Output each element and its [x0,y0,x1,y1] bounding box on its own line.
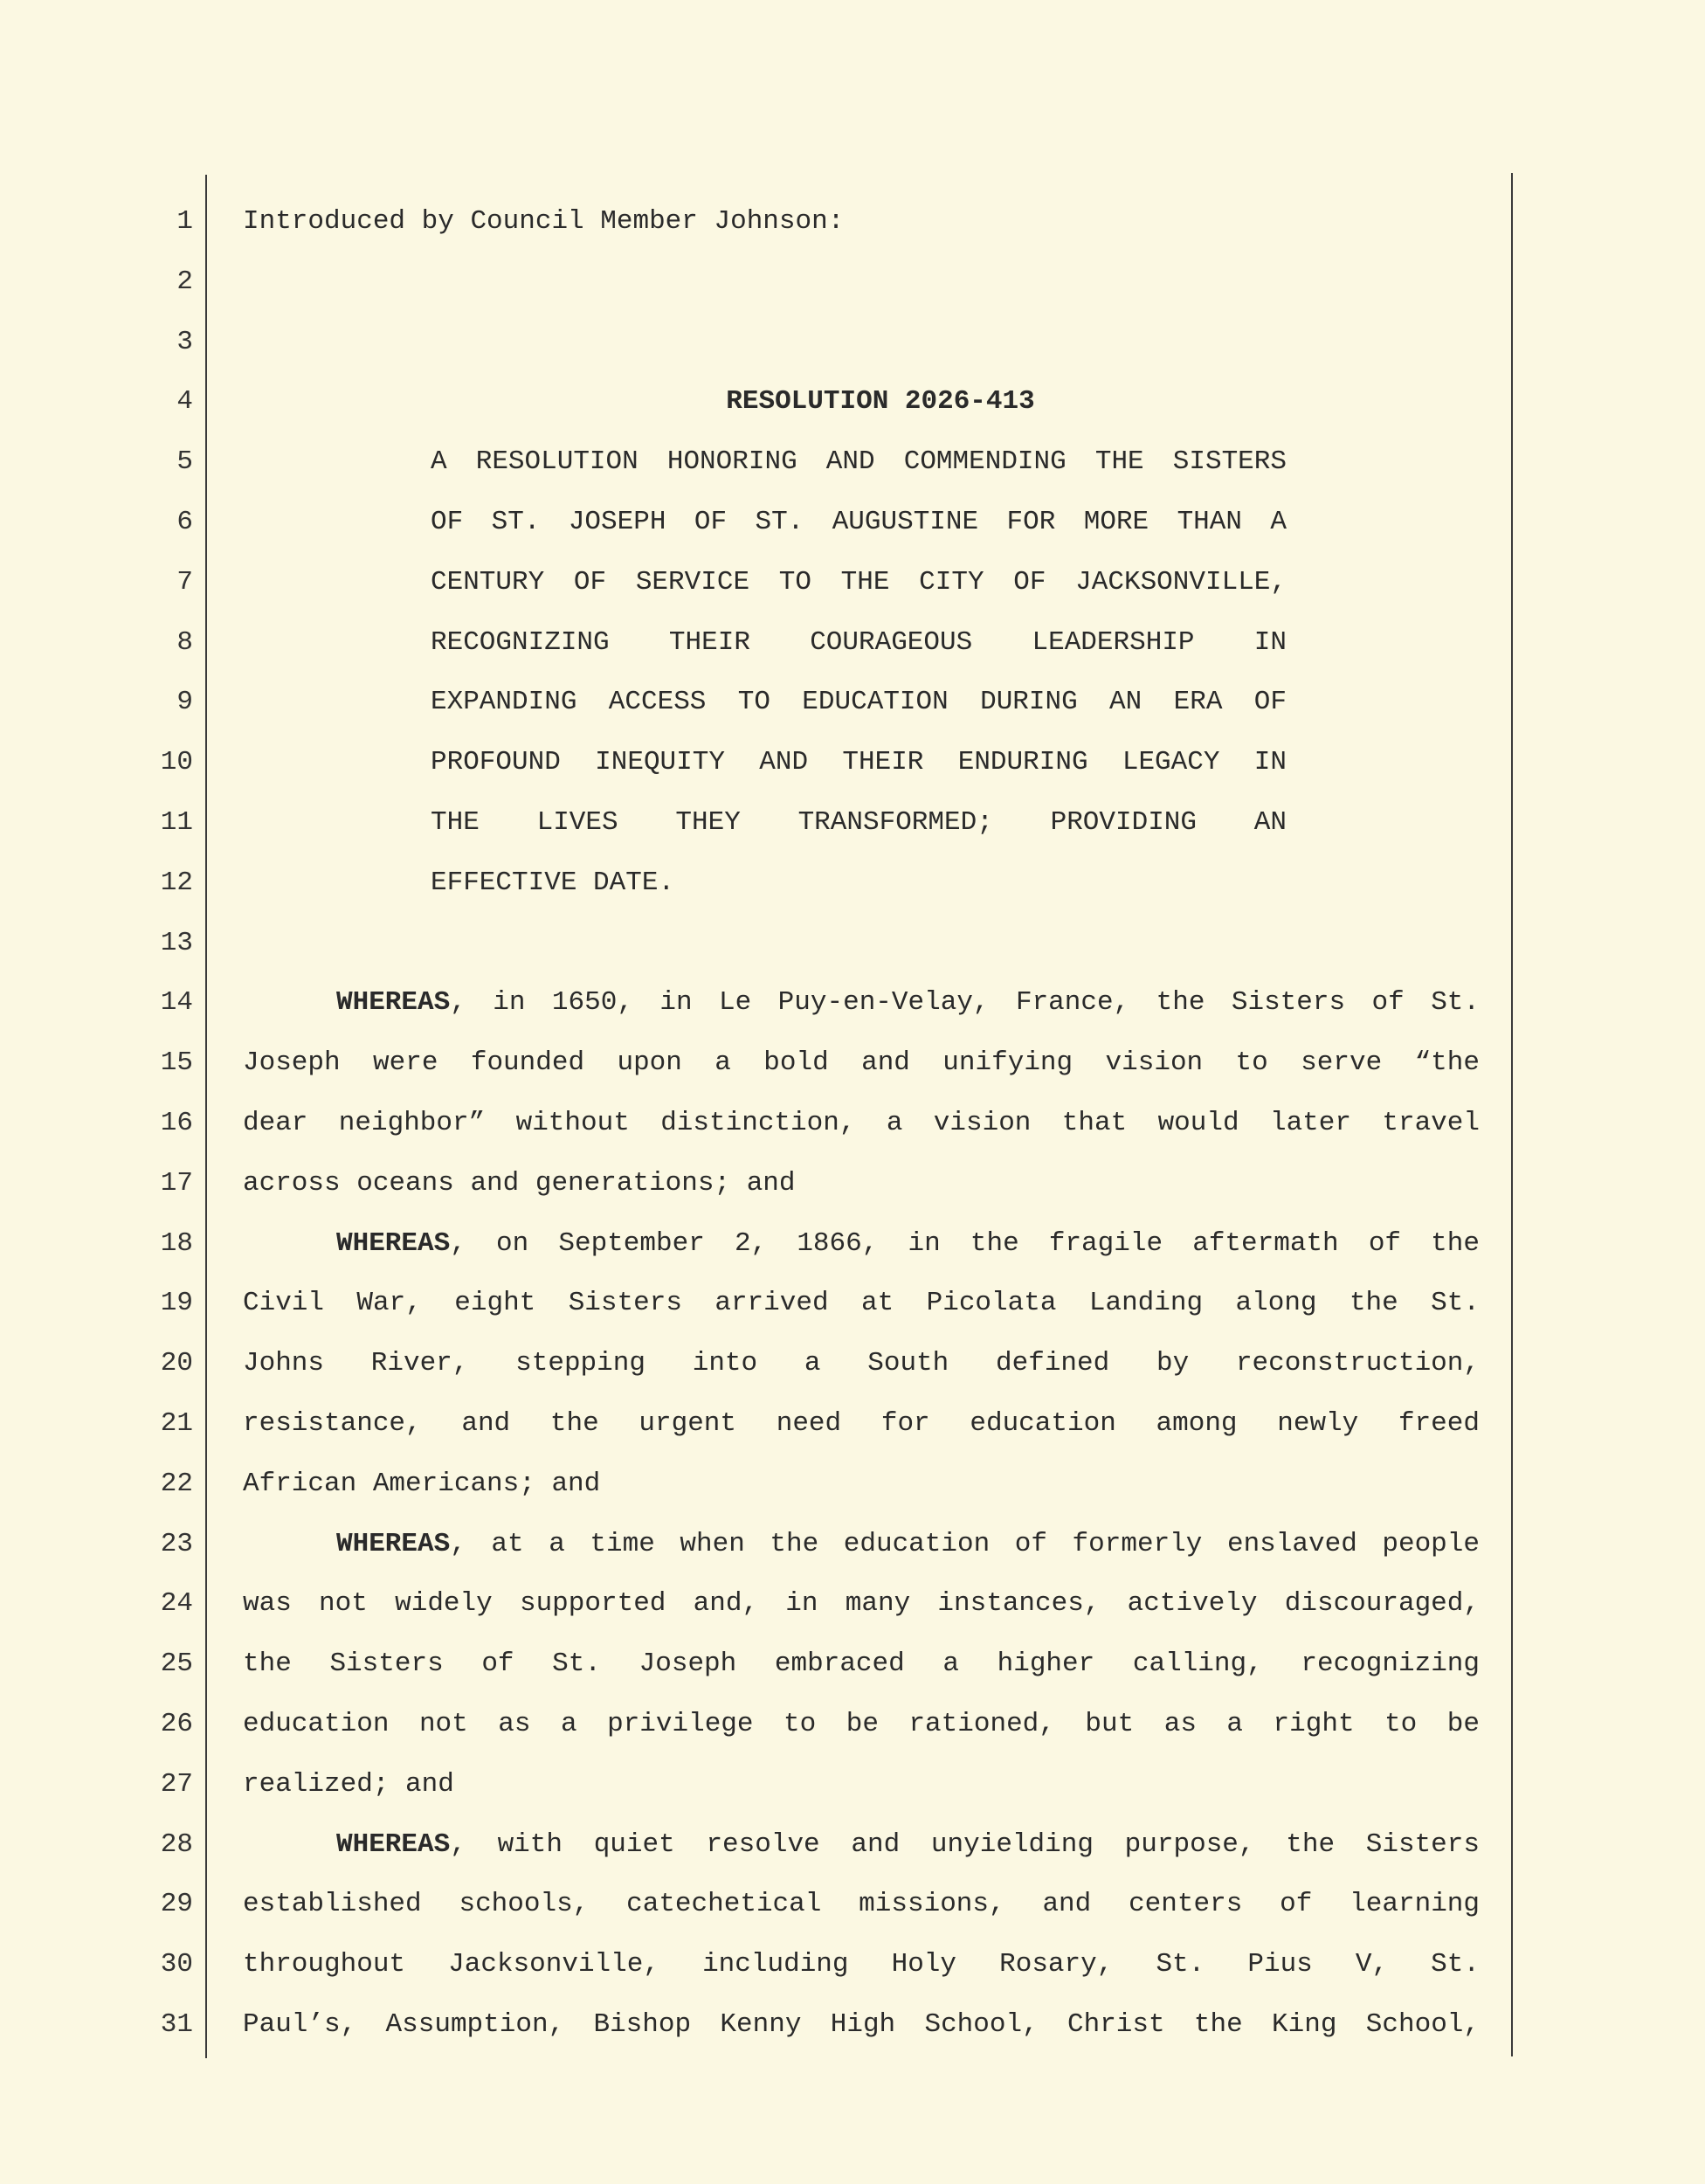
left-margin-rule [205,175,207,2058]
whereas-keyword: WHEREAS [336,1528,451,1559]
line-number: 17 [160,1167,193,1199]
blank-line [243,263,1483,323]
summary-line: OF ST. JOSEPH OF ST. AUGUSTINE FOR MORE THAN A [431,506,1287,537]
line-number: 21 [160,1407,193,1439]
summary-line: THE LIVES THEY TRANSFORMED; PROVIDING AN [431,806,1287,838]
line-number: 20 [160,1348,193,1379]
line-number: 15 [160,1047,193,1079]
resolution-title: RESOLUTION 2026-413 [726,386,1035,418]
paragraph-text: , in 1650, in Le Puy-en-Velay, France, the Sisters of St. [450,987,1480,1019]
line-number: 6 [176,506,193,537]
line-number: 7 [176,566,193,598]
blank-line [243,924,1483,985]
paragraph-line: throughout Jacksonville, including Holy Rosary, St. Pius V, St. [243,1949,1480,1980]
line-number: 30 [160,1949,193,1980]
whereas-paragraph [243,1225,1483,1525]
line-number: 27 [160,1768,193,1800]
line-number: 13 [160,927,193,958]
line-number: 3 [176,326,193,357]
paragraph-line: dear neighbor” without distinction, a vision that would later travel [243,1107,1480,1138]
paragraph-text: , with quiet resolve and unyielding purpose, the Sisters [450,1828,1480,1860]
line-number: 1 [176,206,193,237]
paragraph-line: across oceans and generations; and [243,1167,796,1199]
paragraph-line: established schools, catechetical missions, and centers of learning [243,1889,1480,1920]
line-number: 12 [160,867,193,898]
paragraph-line: Joseph were founded upon a bold and unifying vision to serve “the [243,1047,1480,1079]
whereas-paragraph [243,1826,1483,2066]
line-number: 8 [176,626,193,658]
blank-line [243,323,1483,384]
line-number: 2 [176,266,193,297]
summary-line: A RESOLUTION HONORING AND COMMENDING THE SISTERS [431,446,1287,478]
summary-line: RECOGNIZING THEIR COURAGEOUS LEADERSHIP IN [431,626,1287,658]
line-number: 24 [160,1588,193,1620]
paragraph-line: Johns River, stepping into a South defined by reconstruction, [243,1348,1480,1379]
paragraph-line: resistance, and the urgent need for education among newly freed [243,1407,1480,1439]
paragraph-line: African Americans; and [243,1468,601,1499]
introduced-by-line: Introduced by Council Member Johnson: [243,206,845,237]
line-number: 10 [160,747,193,778]
paragraph-text: , on September 2, 1866, in the fragile aftermath of the [450,1227,1480,1259]
paragraph-text: , at a time when the education of formerly enslaved people [450,1528,1480,1559]
line-number: 31 [160,2008,193,2040]
paragraph-line: Civil War, eight Sisters arrived at Picolata Landing along the St. [243,1288,1480,1319]
paragraph-line: education not as a privilege to be rationed, but as a right to be [243,1708,1480,1739]
line-number: 23 [160,1528,193,1559]
line-number: 9 [176,687,193,718]
line-number: 14 [160,987,193,1019]
line-number: 5 [176,446,193,478]
right-margin-rule [1511,173,1513,2056]
summary-line: PROFOUND INEQUITY AND THEIR ENDURING LEGACY IN [431,747,1287,778]
line-number: 28 [160,1828,193,1860]
paragraph-line: the Sisters of St. Joseph embraced a higher calling, recognizing [243,1648,1480,1680]
summary-line: CENTURY OF SERVICE TO THE CITY OF JACKSONVILLE, [431,566,1287,598]
line-number: 18 [160,1227,193,1259]
line-number: 25 [160,1648,193,1680]
line-number: 16 [160,1107,193,1138]
line-number: 29 [160,1889,193,1920]
resolution-summary [243,443,1291,923]
whereas-keyword: WHEREAS [336,1227,451,1259]
summary-line: EFFECTIVE DATE. [431,867,675,898]
document-body [243,203,1483,2066]
line-number-column [144,203,193,2066]
paragraph-line: realized; and [243,1768,454,1800]
line-number: 26 [160,1708,193,1739]
whereas-keyword: WHEREAS [336,987,451,1019]
whereas-paragraph [243,1525,1483,1826]
summary-line: EXPANDING ACCESS TO EDUCATION DURING AN ERA OF [431,687,1287,718]
paragraph-line: Paul’s, Assumption, Bishop Kenny High School, Christ the King School, [243,2008,1480,2040]
line-number: 11 [160,806,193,838]
line-number: 19 [160,1288,193,1319]
whereas-paragraph [243,984,1483,1224]
whereas-keyword: WHEREAS [336,1828,451,1860]
line-number: 22 [160,1468,193,1499]
paragraph-line: was not widely supported and, in many instances, actively discouraged, [243,1588,1480,1620]
line-number: 4 [176,386,193,418]
